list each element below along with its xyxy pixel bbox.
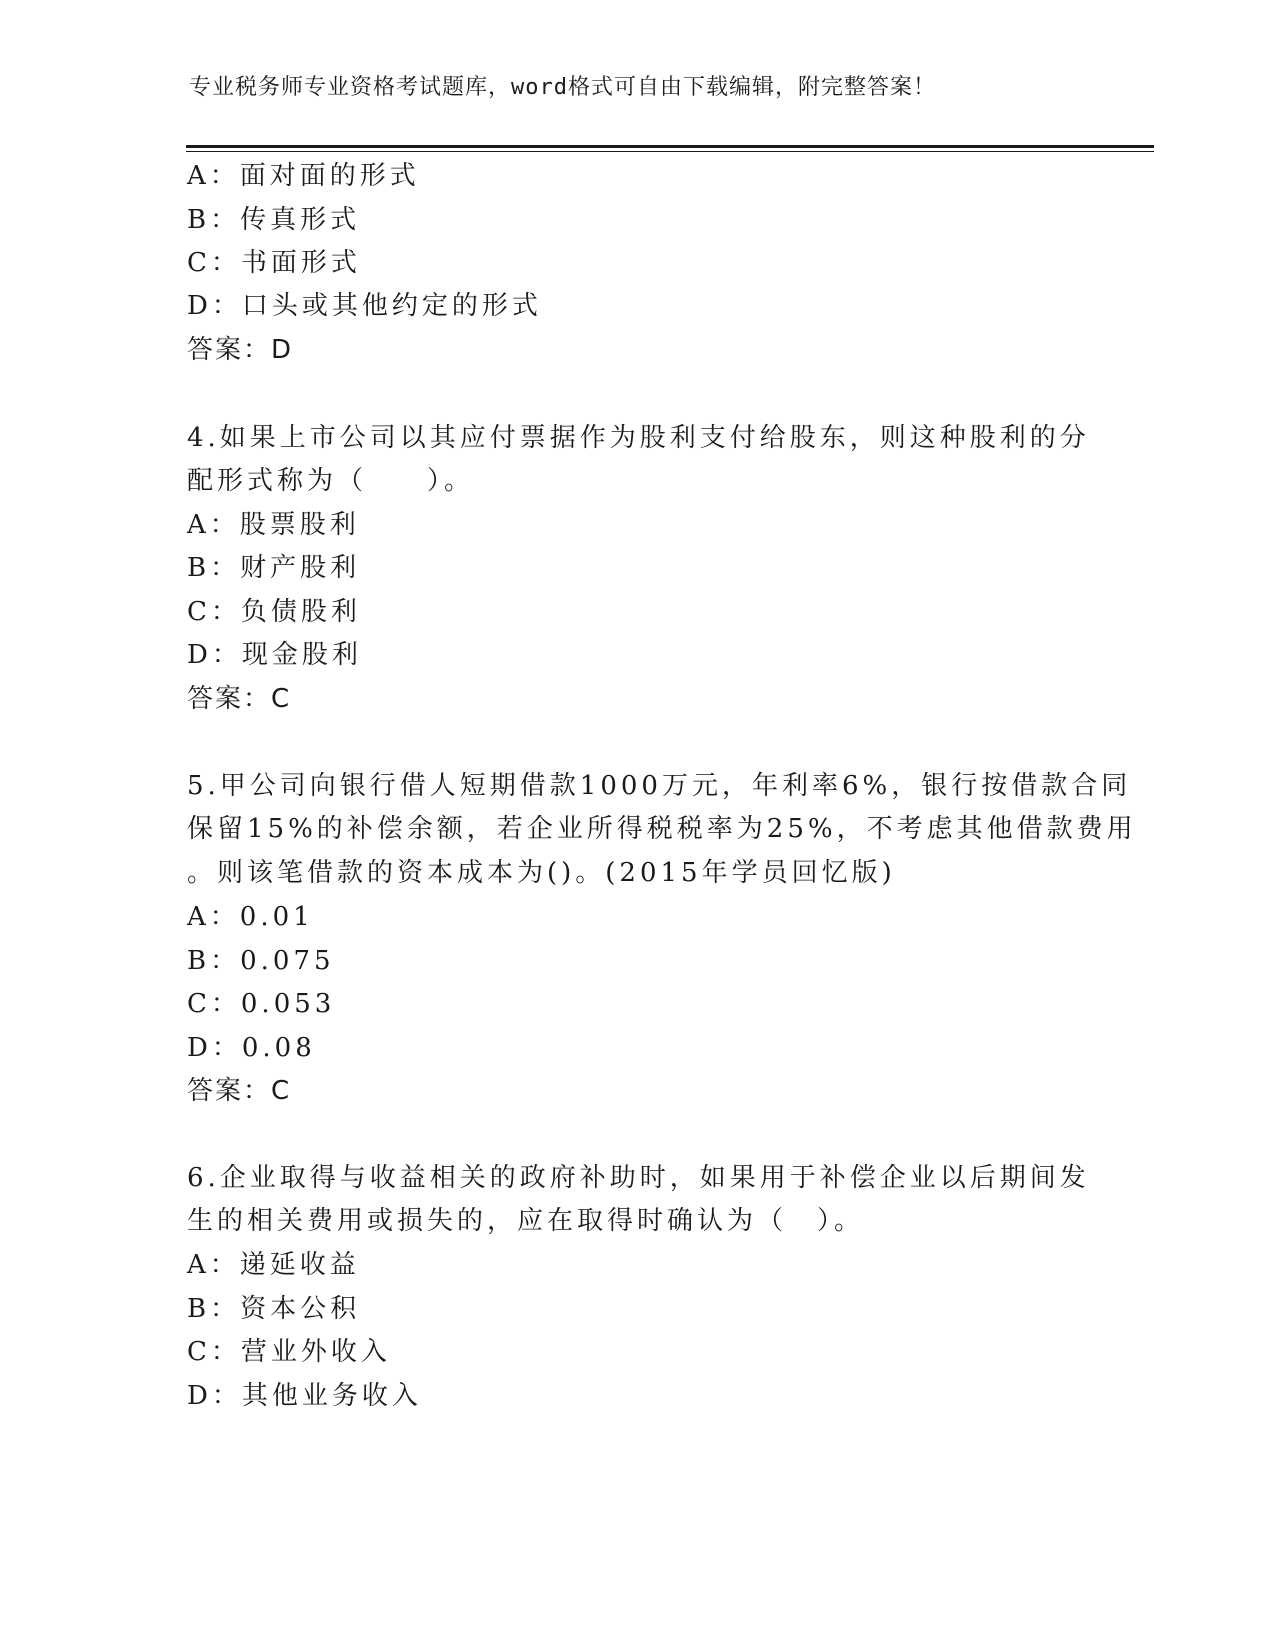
header-rule-thick <box>186 145 1154 148</box>
q3-option-b: B：传真形式 <box>187 205 361 235</box>
q5-stem-line-1: 5.甲公司向银行借人短期借款1000万元，年利率6%，银行按借款合同 <box>187 771 1132 801</box>
q6-option-d: D：其他业务收入 <box>187 1381 422 1411</box>
q5-option-d: D：0.08 <box>187 1033 316 1063</box>
q5-stem-line-3: 。则该笔借款的资本成本为()。(2015年学员回忆版) <box>187 858 896 888</box>
q5-option-b: B：0.075 <box>187 946 335 976</box>
q5-option-c: C：0.053 <box>187 989 336 1019</box>
q6-stem-line-1: 6.企业取得与收益相关的政府补助时，如果用于补偿企业以后期间发 <box>187 1163 1090 1193</box>
q4-stem-line-1: 4.如果上市公司以其应付票据作为股利支付给股东，则这种股利的分 <box>187 423 1090 453</box>
q6-option-a: A：递延收益 <box>187 1250 360 1280</box>
q5-answer: 答案：C <box>187 1076 292 1106</box>
q4-option-b: B：财产股利 <box>187 553 361 583</box>
q4-option-c: C：负债股利 <box>187 597 361 627</box>
q4-option-d: D：现金股利 <box>187 640 362 670</box>
q3-option-c: C：书面形式 <box>187 248 361 278</box>
q5-option-a: A：0.01 <box>187 902 314 932</box>
q4-stem-line-2: 配形式称为（ ）。 <box>187 466 475 496</box>
q6-stem-line-2: 生的相关费用或损失的，应在取得时确认为（ ）。 <box>187 1206 865 1236</box>
q3-answer: 答案：D <box>187 335 294 365</box>
q3-option-a: A：面对面的形式 <box>187 161 420 191</box>
header-rule-thin <box>186 151 1154 152</box>
q4-answer: 答案：C <box>187 684 292 714</box>
q4-option-a: A：股票股利 <box>187 510 360 540</box>
q3-option-d: D：口头或其他约定的形式 <box>187 291 542 321</box>
q5-stem-line-2: 保留15%的补偿余额，若企业所得税税率为25%，不考虑其他借款费用 <box>187 814 1137 844</box>
q6-option-b: B：资本公积 <box>187 1294 361 1324</box>
page-header: 专业税务师专业资格考试题库，word格式可自由下载编辑，附完整答案！ <box>189 75 936 100</box>
q6-option-c: C：营业外收入 <box>187 1337 391 1367</box>
